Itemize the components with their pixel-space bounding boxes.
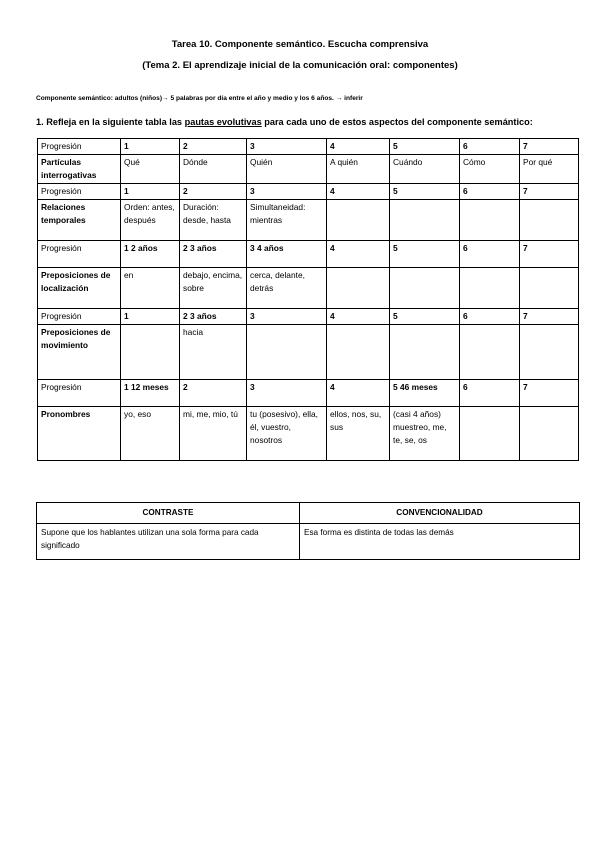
table-cell: yo, eso xyxy=(121,407,180,461)
table-cell: 6 xyxy=(460,139,520,155)
table-cell: 7 xyxy=(520,184,579,200)
progression-row xyxy=(38,241,579,268)
table-cell: 5 xyxy=(390,139,460,155)
table-cell xyxy=(460,407,520,461)
table-cell: ellos, nos, su, sus xyxy=(327,407,390,461)
table-cell: 6 xyxy=(460,380,520,407)
table-cell: 3 4 años xyxy=(247,241,327,268)
table-cell: mi, me, mio, tú xyxy=(180,407,247,461)
table-cell: Duración: desde, hasta xyxy=(180,200,247,241)
table-cell: en xyxy=(121,268,180,309)
table-cell: 1 xyxy=(121,184,180,200)
evolution-table xyxy=(37,138,579,461)
table-cell xyxy=(390,325,460,380)
table-cell xyxy=(520,268,579,309)
row-label: Partículas interrogativas xyxy=(38,155,121,184)
table-cell: 4 xyxy=(327,184,390,200)
table-cell: 4 xyxy=(327,309,390,325)
progression-row xyxy=(38,139,579,155)
table-cell: 7 xyxy=(520,380,579,407)
table-cell: A quién xyxy=(327,155,390,184)
table-cell: 2 xyxy=(180,184,247,200)
row-label: Progresión xyxy=(38,139,121,155)
table-cell: hacia xyxy=(180,325,247,380)
question-1 xyxy=(36,117,533,127)
question-suffix: para cada uno de estos aspectos del componente semántico: xyxy=(261,117,533,127)
table-cell: tu (posesivo), ella, él, vuestro, nosotros xyxy=(247,407,327,461)
table-cell: Dónde xyxy=(180,155,247,184)
table-cell: 1 xyxy=(121,139,180,155)
row-label: Progresión xyxy=(38,184,121,200)
table-cell: Qué xyxy=(121,155,180,184)
table-cell: Cómo xyxy=(460,155,520,184)
table-cell: 2 xyxy=(180,380,247,407)
table-cell: 7 xyxy=(520,309,579,325)
table-cell: 2 3 años xyxy=(180,309,247,325)
table-cell xyxy=(390,268,460,309)
table-cell: 3 xyxy=(247,380,327,407)
table-cell: (casi 4 años) muestreo, me, te, se, os xyxy=(390,407,460,461)
question-prefix: 1. Refleja en la siguiente tabla las xyxy=(36,117,185,127)
table-cell xyxy=(520,325,579,380)
table-cell: 4 xyxy=(327,139,390,155)
table-cell xyxy=(390,200,460,241)
table-cell: 6 xyxy=(460,184,520,200)
table-cell xyxy=(460,268,520,309)
table-cell: 5 xyxy=(390,184,460,200)
aspect-row xyxy=(38,268,579,309)
table-cell: 4 xyxy=(327,380,390,407)
table-cell: Cuándo xyxy=(390,155,460,184)
table-cell xyxy=(327,200,390,241)
table-cell: 5 46 meses xyxy=(390,380,460,407)
row-label: Preposiciones de movimiento xyxy=(38,325,121,380)
aspect-row xyxy=(38,155,579,184)
contrast-header: CONTRASTE xyxy=(37,503,300,524)
semantic-note: Componente semántico: adultos (niños)→ 5 palabras por día entre el año y medio y los 6 años. → inferir xyxy=(36,95,363,102)
table-cell: 5 xyxy=(390,309,460,325)
table-cell: debajo, encima, sobre xyxy=(180,268,247,309)
table-cell: Por qué xyxy=(520,155,579,184)
aspect-row xyxy=(38,325,579,380)
aspect-row xyxy=(38,407,579,461)
table-cell: 3 xyxy=(247,139,327,155)
table-cell xyxy=(520,200,579,241)
row-label: Progresión xyxy=(38,309,121,325)
row-label: Pronombres xyxy=(38,407,121,461)
convention-header: CONVENCIONALIDAD xyxy=(300,503,580,524)
table-cell: 6 xyxy=(460,241,520,268)
table-cell xyxy=(460,200,520,241)
table-cell xyxy=(121,325,180,380)
aspect-row xyxy=(38,200,579,241)
document-subtitle: (Tema 2. El aprendizaje inicial de la comunicación oral: componentes) xyxy=(142,60,458,71)
table-cell: 1 12 meses xyxy=(121,380,180,407)
table-cell xyxy=(327,325,390,380)
convention-definition: Esa forma es distinta de todas las demás xyxy=(300,524,580,560)
table-cell: 6 xyxy=(460,309,520,325)
progression-row xyxy=(38,184,579,200)
contrast-definition: Supone que los hablantes utilizan una sola forma para cada significado xyxy=(37,524,300,560)
table-cell xyxy=(327,268,390,309)
table-cell: 1 2 años xyxy=(121,241,180,268)
table-cell: 4 xyxy=(327,241,390,268)
row-label: Progresión xyxy=(38,241,121,268)
row-label: Progresión xyxy=(38,380,121,407)
table-cell xyxy=(460,325,520,380)
table-cell xyxy=(247,325,327,380)
question-underlined: pautas evolutivas xyxy=(184,117,262,127)
document-title: Tarea 10. Componente semántico. Escucha comprensiva xyxy=(171,39,429,50)
table-cell: Orden: antes, después xyxy=(121,200,180,241)
progression-row xyxy=(38,380,579,407)
table-cell: 1 xyxy=(121,309,180,325)
row-label: Preposiciones de localización xyxy=(38,268,121,309)
contrast-table xyxy=(36,502,580,560)
table-cell: 2 xyxy=(180,139,247,155)
table-cell: 7 xyxy=(520,241,579,268)
table-cell: Simultaneidad: mientras xyxy=(247,200,327,241)
table-cell: 3 xyxy=(247,184,327,200)
table-cell: 3 xyxy=(247,309,327,325)
progression-row xyxy=(38,309,579,325)
table-cell: Quién xyxy=(247,155,327,184)
table-cell: cerca, delante, detrás xyxy=(247,268,327,309)
table-cell: 7 xyxy=(520,139,579,155)
table-cell xyxy=(520,407,579,461)
table-cell: 5 xyxy=(390,241,460,268)
table-cell: 2 3 años xyxy=(180,241,247,268)
row-label: Relaciones temporales xyxy=(38,200,121,241)
